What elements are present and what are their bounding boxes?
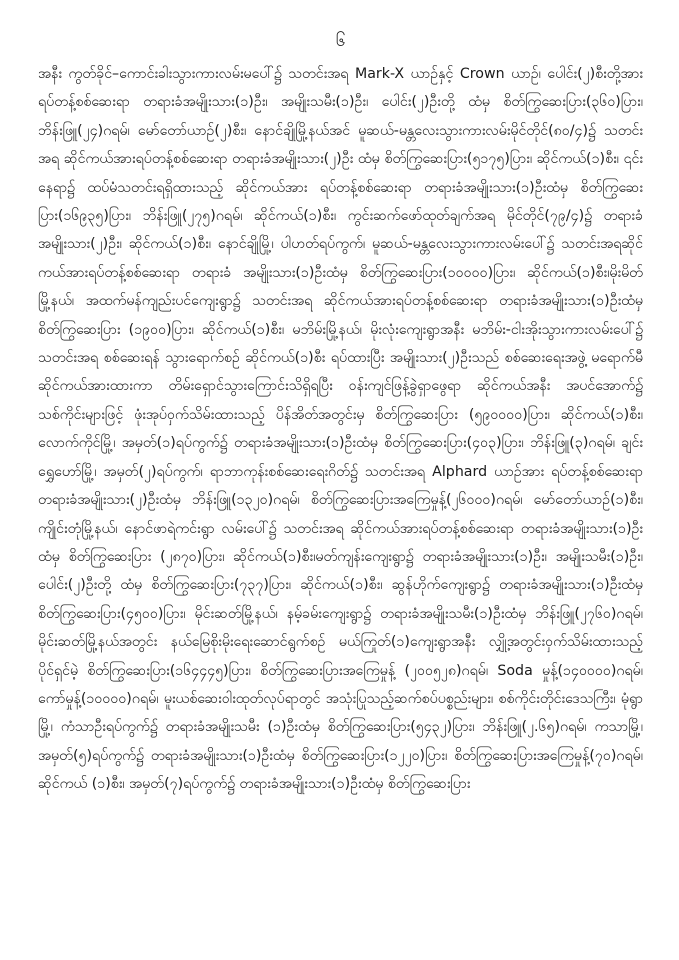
body-paragraph: အနီး ကွတ်ခိုင်–ကောင်းခါးသွားကားလမ်းမပေါ်၌ သတင်းအရ Mark-X ယာဉ်နှင့် Crown ယာဉ်၊ ပေါင်း(၂)စီးတို့အား ရပ်တန့်စစ်ဆေးရာ တရားခံအမျိုးသား(၁)ဦး၊ အမျိုးသမီး(၁)ဦး၊ ပေါင်း(၂)ဦးတို့ ထံမှ စိတ်ကြွဆေးပြား(၃၆၀)ပြား၊ ဘိန်းဖြူ(၂၄)ဂရမ်၊ မော်တော်ယာဉ်(၂)စီး၊ နောင်ချိုမြို့နယ်အင် မူဆယ်-မန္တလေးသွားကားလမ်းမိုင်တိုင်(၈၀/၄)၌ သတင်းအရ ဆိုင်ကယ်အားရပ်တန့်စစ်ဆေးရာ တရားခံအမျိုးသား(၂)ဦး ထံမှ စိတ်ကြွဆေးပြား(၅၁၇၅)ပြား၊ ဆိုင်ကယ်(၁)စီး၊ ၎င်းနေရာ၌ ထပ်မံသတင်းရရှိထားသည့် ဆိုင်ကယ်အား ရပ်တန့်စစ်ဆေးရာ တရားခံအမျိုးသား(၁)ဦးထံမှ စိတ်ကြွဆေးပြား(၁၆၉၃၅)ပြား၊ ဘိန်းဖြူ(၂၇၅)ဂရမ်၊ ဆိုင်ကယ်(၁)စီး၊ ကွင်းဆက်ဖော်ထုတ်ချက်အရ မိုင်တိုင်(၇၉/၄)၌ တရားခံအမျိုးသား(၂)ဦး၊ ဆိုင်ကယ်(၁)စီး၊ နောင်ချိုမြို့၊ ပါဟတ်ရပ်ကွက်၊ မူဆယ်-မန္တလေးသွားကားလမ်းပေါ်၌ သတင်းအရဆိုင်ကယ်အားရပ်တန့်စစ်ဆေးရာ တရားခံ အမျိုးသား(၁)ဦးထံမှ စိတ်ကြွဆေးပြား(၁၀၀၀၀)ပြား၊ ဆိုင်ကယ်(၁)စီး၊မိုးမိတ်မြို့နယ်၊ အထက်မန်ကျည်းပင်ကျေးရွာ၌ သတင်းအရ ဆိုင်ကယ်အားရပ်တန့်စစ်ဆေးရာ တရားခံအမျိုးသား(၁)ဦးထံမှ စိတ်ကြွဆေးပြား (၁၉၀၀)ပြား၊ ဆိုင်ကယ်(၁)စီး၊ မဘိမ်းမြို့နယ်၊ မိုးလုံးကျေးရွာအနီး မဘိမ်း-ငါးအိုးသွားကားလမ်းပေါ်၌ သတင်းအရ စစ်ဆေးရန် သွားရောက်စဉ် ဆိုင်ကယ်(၁)စီး ရပ်ထားပြီး အမျိုးသား(၂)ဦးသည် စစ်ဆေးရေးအဖွဲ့ မရောက်မီ ဆိုင်ကယ်အားထားကာ တိမ်းရှောင်သွားကြောင်းသိရှိရပြီး ဝန်းကျင်ဖြန့်ခွဲရှာဖွေရာ ဆိုင်ကယ်အနီး အပင်အောက်၌ သစ်ကိုင်းများဖြင့် ဖုံးအုပ်ဝှက်သိမ်းထားသည့် ပိန်အိတ်အတွင်းမှ စိတ်ကြွဆေးပြား (၅၉၀၀၀၀)ပြား၊ ဆိုင်ကယ်(၁)စီး၊ လောက်ကိုင်မြို့၊ အမှတ်(၁)ရပ်ကွက်၌ တရားခံအမျိုးသား(၁)ဦးထံမှ စိတ်ကြွဆေးပြား(၄၀၃)ပြား၊ ဘိန်းဖြူ(၃)ဂရမ်၊ ချင်းရွှေဟော်မြို့၊ အမှတ်(၂)ရပ်ကွက်၊ ရာဘာကုန်းစစ်ဆေးရေးဂိတ်၌ သတင်းအရ Alphard ယာဉ်အား ရပ်တန့်စစ်ဆေးရာ တရားခံအမျိုးသား(၂)ဦးထံမှ ဘိန်းဖြူ(၁၃၂၀)ဂရမ်၊ စိတ်ကြွဆေးပြားအကြေမှုန့်(၂၆၀၀၀)ဂရမ်၊ မော်တော်ယာဉ်(၁)စီး၊ ကျိုင်းတုံမြို့နယ်၊ နောင်ဖာရဲကင်းရွာ လမ်းပေါ်၌ သတင်းအရ ဆိုင်ကယ်အားရပ်တန့်စစ်ဆေးရာ တရားခံအမျိုးသား(၁)ဦးထံမှ စိတ်ကြွဆေးပြား (၂၈၇၀)ပြား၊ ဆိုင်ကယ်(၁)စီး၊မတ်ကျန်းကျေးရွာ၌ တရားခံအမျိုးသား(၁)ဦး၊ အမျိုးသမီး(၁)ဦး၊ ပေါင်း(၂)ဦးတို့ ထံမှ စိတ်ကြွဆေးပြား(၇၃၇)ပြား၊ ဆိုင်ကယ်(၁)စီး၊ ဆွန်ဟိုက်ကျေးရွာ၌ တရားခံအမျိုးသား(၁)ဦးထံမှ စိတ်ကြွဆေးပြား(၄၅၀၀)ပြား၊ မိုင်းဆတ်မြို့နယ်၊ နမ့်ခမ်းကျေးရွာ၌ တရားခံအမျိုးသမီး(၁)ဦးထံမှ ဘိန်းဖြူ(၂၇၆၀)ဂရမ်၊ မိုင်းဆတ်မြို့နယ်အတွင်း နယ်မြေစိုးမိုးရေးဆောင်ရွက်စဉ် မယ်ကြုတ်(၁)ကျေးရွာအနီး လျှို့အတွင်းဝှက်သိမ်းထားသည့် ပိုင်ရှင်မဲ့ စိတ်ကြွဆေးပြား(၁၆၄၄၄၅)ပြား၊ စိတ်ကြွဆေးပြားအကြေမှုန့် (၂၀၀၅၂၈)ဂရမ်၊ Soda မှုန့်(၁၄၀၀၀၀)ဂရမ်၊ ကော်မှုန့်(၁၀၀၀၀)ဂရမ်၊ မူးယစ်ဆေးဝါးထုတ်လုပ်ရာတွင် အသုံးပြုသည့်ဆက်စပ်ပစ္စည်းများ၊ စစ်ကိုင်းတိုင်းဒေသကြီး၊ မုံရွာမြို့၊ ကံသာဦးရပ်ကွက်၌ တရားခံအမျိုးသမီး (၁)ဦးထံမှ စိတ်ကြွဆေးပြား(၅၄၃၂)ပြား၊ ဘိန်းဖြူ(၂.၆၅)ဂရမ်၊ ကသာမြို့၊ အမှတ်(၅)ရပ်ကွက်၌ တရားခံအမျိုးသား(၁)ဦးထံမှ စိတ်ကြွဆေးပြား(၁၂၂၀)ပြား၊ စိတ်ကြွဆေးပြားအကြေမှုန့်(၇၀)ဂရမ်၊ ဆိုင်ကယ် (၁)စီး၊ အမှတ်(၇)ရပ်ကွက်၌ တရားခံအမျိုးသား(၁)ဦးထံမှ စိတ်ကြွဆေးပြား xyxy=(38,66,643,793)
page-number: ၆ xyxy=(335,31,346,51)
